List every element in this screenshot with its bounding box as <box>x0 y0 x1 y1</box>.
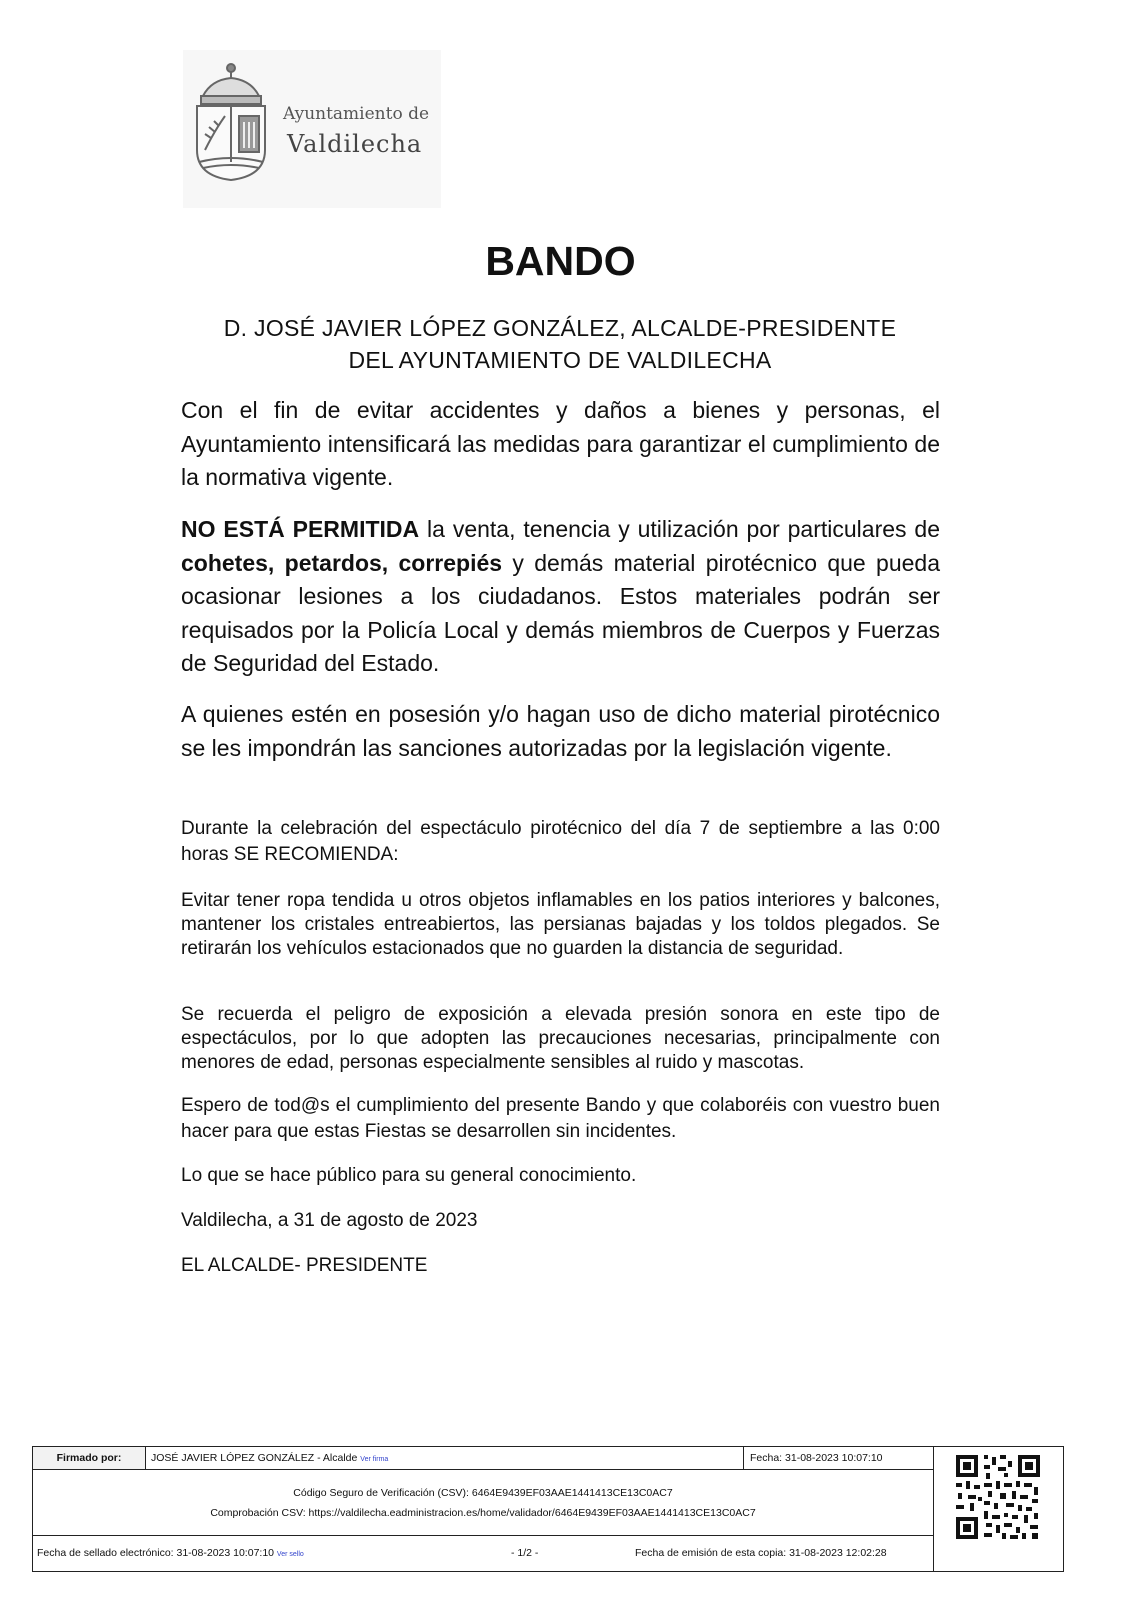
signature-date: Fecha: 31-08-2023 10:07:10 <box>743 1447 933 1469</box>
ver-firma-link[interactable]: Ver firma <box>360 1456 389 1463</box>
prohibited-items: cohetes, petardos, correpiés <box>181 549 503 576</box>
document-title: BANDO <box>485 238 636 284</box>
verification-info <box>33 1469 933 1535</box>
signature-box <box>32 1446 1064 1572</box>
qr-cell <box>933 1447 1064 1571</box>
mayor-line-1: D. JOSÉ JAVIER LÓPEZ GONZÁLEZ, ALCALDE-PRESIDENTE <box>223 315 897 341</box>
paragraph-5-text: Evitar tener ropa tendida u otros objetos inflamables en los patios interiores y balcones, mantener los cristales entreabiertos, las persianas bajadas y los toldos plegados. Se retirarán los vehículos estacionados que no guarden la distancia de seguridad. <box>181 890 940 959</box>
ver-sello-link[interactable]: Ver sello <box>276 1551 304 1558</box>
paragraph-10 <box>181 1253 940 1279</box>
copy-date: Fecha de emisión de esta copia: 31-08-2023 12:02:28 <box>635 1547 887 1559</box>
mayor-heading <box>180 312 940 376</box>
qr-code-icon <box>954 1453 1042 1541</box>
signatory-role: EL ALCALDE- PRESIDENTE <box>181 1255 428 1276</box>
signature-row <box>33 1447 933 1470</box>
paragraph-3-text: A quienes estén en posesión y/o hagan uso de dicho material pirotécnico se les impondrán las sanciones autorizadas por la legislación vigente. <box>181 701 940 761</box>
paragraph-2-part-2: y demás material pirotécnico que pueda ocasionar lesiones a los ciudadanos. Estos materiales podrán ser requisados por la Policía Local y demás miembros de Cuerpos y Fuerzas de Seguridad del Estado. <box>181 549 940 676</box>
paragraph-8 <box>181 1163 940 1189</box>
prohibition-heading: NO ESTÁ PERMITIDA <box>181 516 420 542</box>
page-number: - 1/2 - <box>511 1547 539 1559</box>
paragraph-8-text: Lo que se hace público para su general conocimiento. <box>181 1165 637 1186</box>
seal-date-cell <box>37 1547 304 1559</box>
paragraph-3 <box>181 698 940 765</box>
municipal-logo <box>183 50 441 208</box>
csv-code: Código Seguro de Verificación (CSV): 6464E9439EF03AAE1441413CE13C0AC7 <box>293 1487 673 1499</box>
paragraph-1 <box>181 394 940 495</box>
paragraph-2 <box>181 513 940 681</box>
paragraph-6 <box>181 1003 940 1075</box>
paragraph-5 <box>181 889 940 961</box>
paragraph-7 <box>181 1093 940 1145</box>
paragraph-9 <box>181 1208 940 1234</box>
paragraph-4-text: Durante la celebración del espectáculo pirotécnico del día 7 de septiembre a las 0:00 horas SE RECOMIENDA: <box>181 818 940 865</box>
csv-check-url[interactable]: Comprobación CSV: https://valdilecha.eadministracion.es/home/validador/6464E9439EF03AAE1441413CE13C0AC7 <box>210 1507 756 1519</box>
date-place: Valdilecha, a 31 de agosto de 2023 <box>181 1210 478 1231</box>
paragraph-1-text: Con el fin de evitar accidentes y daños a bienes y personas, el Ayuntamiento intensificará las medidas para garantizar el cumplimiento de la normativa vigente. <box>181 397 940 490</box>
signed-by-label: Firmado por: <box>33 1447 146 1469</box>
signer-cell <box>151 1447 741 1469</box>
paragraph-4 <box>181 816 940 868</box>
paragraph-6-text: Se recuerda el peligro de exposición a elevada presión sonora en este tipo de espectáculos, por lo que adopten las precauciones necesarias, principalmente con menores de edad, personas especialmente sensibles al ruido y mascotas. <box>181 1004 940 1073</box>
mayor-line-2: DEL AYUNTAMIENTO DE VALDILECHA <box>348 347 772 373</box>
paragraph-2-text <box>181 513 940 681</box>
logo-line-2: Valdilecha <box>287 130 423 158</box>
signer-name: JOSÉ JAVIER LÓPEZ GONZÁLEZ - Alcalde <box>151 1452 358 1464</box>
paragraph-7-text: Espero de tod@s el cumplimiento del presente Bando y que colaboréis con vuestro buen hacer para que estas Fiestas se desarrollen sin incidentes. <box>181 1095 940 1142</box>
seal-date: Fecha de sellado electrónico: 31-08-2023 10:07:10 <box>37 1547 274 1559</box>
logo-line-1: Ayuntamiento de <box>283 104 430 124</box>
seal-row <box>33 1535 933 1572</box>
coat-of-arms-icon <box>191 58 271 188</box>
paragraph-2-part-1: la venta, tenencia y utilización por particulares de <box>419 516 941 542</box>
